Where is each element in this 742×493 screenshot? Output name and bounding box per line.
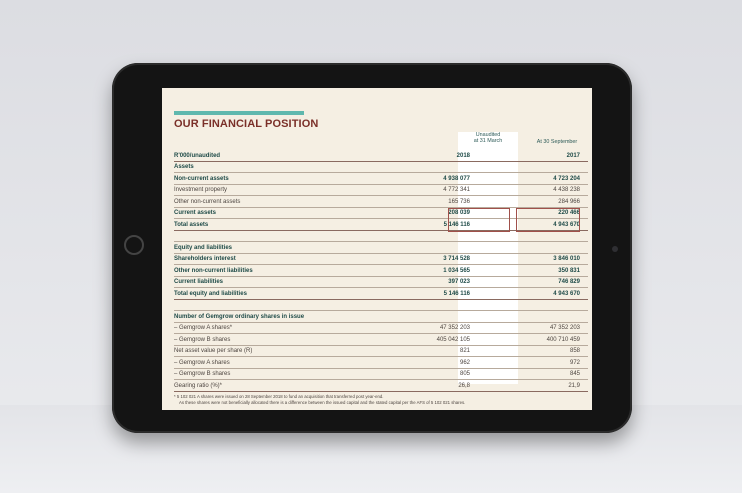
home-button[interactable] (124, 235, 144, 255)
row-value-prior: 4 943 670 (553, 221, 580, 228)
table-row-spacer (174, 231, 588, 243)
footnote-line-2: As these shares were not beneficially allocated there is a difference between the issued capital and the stated capital per the AFS of 5 102 021 shares. (179, 399, 466, 405)
row-value-current: 47 352 203 (439, 325, 470, 332)
row-label: Assets (174, 164, 194, 171)
row-value-current: 165 736 (448, 198, 470, 205)
row-value-current: 1 034 565 (443, 267, 470, 274)
column-header-prior: At 30 September (536, 139, 578, 145)
row-value-prior: 4 723 204 (553, 175, 580, 182)
row-label: Number of Gemgrow ordinary shares in issue (174, 313, 305, 320)
page-title: OUR FINANCIAL POSITION (174, 118, 319, 130)
row-value-prior: 3 846 010 (553, 256, 580, 263)
table-row (174, 346, 588, 358)
row-value-prior: 972 (569, 359, 580, 366)
row-label: Investment property (174, 187, 228, 194)
row-value-current: 397 023 (448, 279, 470, 286)
row-value-current: 3 714 528 (443, 256, 470, 263)
table-row (174, 196, 588, 208)
row-label: Total equity and liabilities (174, 290, 247, 297)
row-label: Gearing ratio (%)* (174, 382, 223, 389)
column-header-current-line1: Unaudited (475, 132, 501, 138)
table-row (174, 369, 588, 381)
table-row (174, 357, 588, 369)
camera-icon (612, 246, 618, 252)
row-label: – Gemgrow A shares* (174, 325, 233, 332)
table-row (174, 265, 588, 277)
table-row (174, 323, 588, 335)
table-row (174, 311, 588, 323)
row-label: – Gemgrow A shares (174, 359, 230, 366)
row-value-current: 405 042 105 (436, 336, 470, 343)
row-value-current: 208 039 (448, 210, 470, 217)
row-label: Total assets (174, 221, 209, 228)
row-value-prior: 400 710 459 (546, 336, 580, 343)
title-accent-bar (174, 111, 304, 115)
row-label: Current liabilities (174, 279, 224, 286)
table-row (174, 242, 588, 254)
row-label: – Gemgrow B shares (174, 371, 231, 378)
footnote (174, 394, 584, 405)
financial-table (174, 150, 588, 392)
row-value-prior: 845 (569, 371, 580, 378)
tablet-screen (162, 88, 592, 410)
column-header-current (458, 132, 518, 144)
row-value-current: 5 146 116 (443, 221, 470, 228)
row-label: Other non-current assets (174, 198, 241, 205)
row-value-prior: 2017 (566, 152, 580, 159)
row-value-current: 5 146 116 (443, 290, 470, 297)
row-label: – Gemgrow B shares (174, 336, 231, 343)
table-row (174, 288, 588, 300)
table-row (174, 185, 588, 197)
highlight-box-prior (516, 208, 580, 232)
row-label: Equity and liabilities (174, 244, 233, 251)
table-row (174, 277, 588, 289)
row-value-current: 821 (459, 348, 470, 355)
row-value-prior: 47 352 203 (549, 325, 580, 332)
row-value-prior: 284 966 (558, 198, 580, 205)
row-label: Other non-current liabilities (174, 267, 253, 274)
table-row (174, 380, 588, 392)
row-value-prior: 220 466 (558, 210, 580, 217)
row-label: Shareholders interest (174, 256, 236, 263)
row-value-current: 962 (459, 359, 470, 366)
row-value-current: 26,8 (458, 382, 470, 389)
row-label: Net asset value per share (R) (174, 348, 253, 355)
row-value-current: 805 (459, 371, 470, 378)
row-value-prior: 858 (569, 348, 580, 355)
tablet-device (112, 63, 632, 433)
row-value-prior: 350 831 (558, 267, 580, 274)
table-row (174, 150, 588, 162)
row-value-current: 4 938 077 (443, 175, 470, 182)
row-value-current: 2018 (456, 152, 470, 159)
footnote-line-1: * 5 102 021 A shares were issued on 28 September 2018 to fund an acquisition that transferred post year-end. (174, 394, 384, 399)
row-value-prior: 4 438 238 (553, 187, 580, 194)
row-label: R'000/unaudited (174, 152, 221, 159)
table-row (174, 173, 588, 185)
row-value-prior: 4 943 670 (553, 290, 580, 297)
table-row-spacer (174, 300, 588, 312)
row-label: Non-current assets (174, 175, 229, 182)
row-value-prior: 746 829 (558, 279, 580, 286)
column-header-current-line2: at 31 March (473, 138, 503, 144)
table-row (174, 254, 588, 266)
row-label: Current assets (174, 210, 217, 217)
row-value-current: 4 772 341 (443, 187, 470, 194)
highlight-box-current (448, 208, 510, 232)
table-row (174, 334, 588, 346)
table-row (174, 162, 588, 174)
row-value-prior: 21,9 (568, 382, 580, 389)
